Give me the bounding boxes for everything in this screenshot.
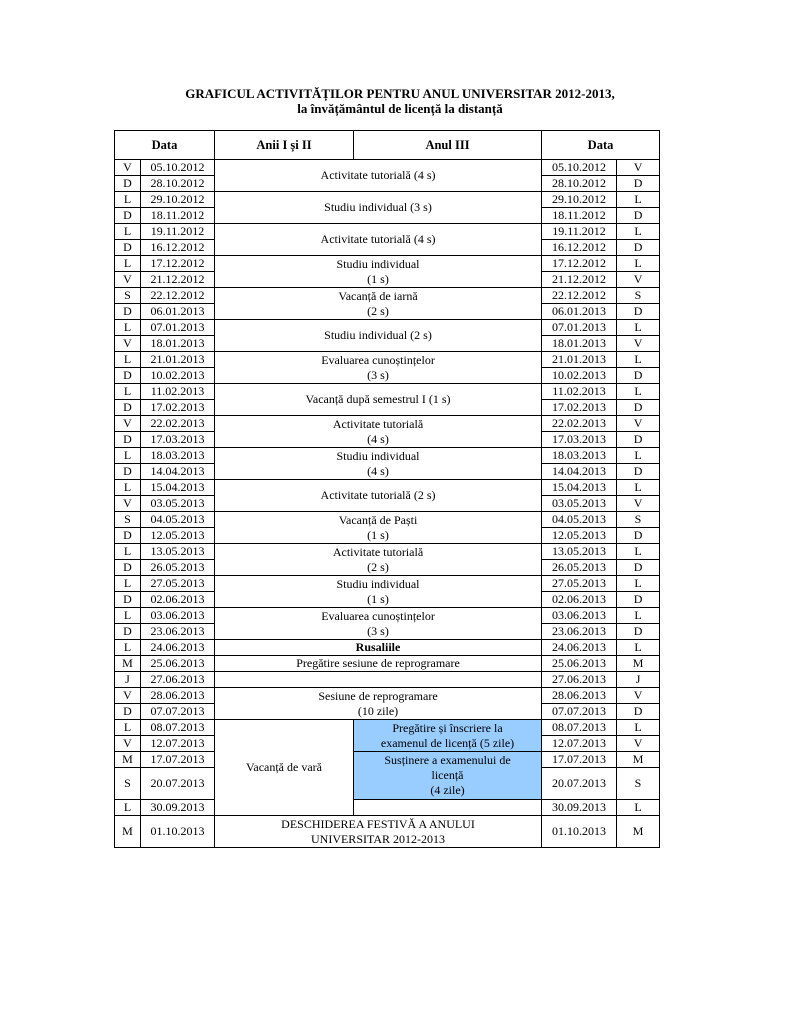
day-left: L — [115, 448, 141, 464]
date-right: 22.12.2012 — [542, 288, 617, 304]
day-left: D — [115, 304, 141, 320]
day-right: V — [617, 336, 660, 352]
day-left: V — [115, 496, 141, 512]
date-left: 27.06.2013 — [141, 672, 215, 688]
day-left: V — [115, 336, 141, 352]
day-right: L — [617, 192, 660, 208]
date-right: 16.12.2012 — [542, 240, 617, 256]
day-left: L — [115, 480, 141, 496]
day-right: L — [617, 448, 660, 464]
date-right: 08.07.2013 — [542, 720, 617, 736]
date-left: 21.01.2013 — [141, 352, 215, 368]
activity-cell: Studiu individual (2 s) — [215, 320, 542, 352]
day-right: L — [617, 544, 660, 560]
day-right: V — [617, 688, 660, 704]
day-left: D — [115, 432, 141, 448]
date-left: 21.12.2012 — [141, 272, 215, 288]
date-right: 17.12.2012 — [542, 256, 617, 272]
date-right: 20.07.2013 — [542, 768, 617, 800]
day-right: D — [617, 400, 660, 416]
schedule-row — [115, 288, 660, 304]
header-data-left: Data — [115, 131, 215, 160]
date-left: 19.11.2012 — [141, 224, 215, 240]
date-right: 06.01.2013 — [542, 304, 617, 320]
date-right: 03.06.2013 — [542, 608, 617, 624]
date-left: 16.12.2012 — [141, 240, 215, 256]
activity-cell: Activitate tutorială (4 s) — [215, 224, 542, 256]
day-right: M — [617, 752, 660, 768]
activity-cell: Vacanță după semestrul I (1 s) — [215, 384, 542, 416]
day-right: M — [617, 816, 660, 848]
date-right: 27.06.2013 — [542, 672, 617, 688]
date-right: 30.09.2013 — [542, 800, 617, 816]
activity-cell: Vacanță de Paști (1 s) — [215, 512, 542, 544]
schedule-row — [115, 512, 660, 528]
day-right: L — [617, 224, 660, 240]
day-right: L — [617, 352, 660, 368]
date-left: 17.03.2013 — [141, 432, 215, 448]
date-left: 22.12.2012 — [141, 288, 215, 304]
day-right: V — [617, 272, 660, 288]
date-left: 18.03.2013 — [141, 448, 215, 464]
date-left: 03.05.2013 — [141, 496, 215, 512]
header-data-right: Data — [542, 131, 660, 160]
schedule-row — [115, 608, 660, 624]
day-left: L — [115, 352, 141, 368]
schedule-row — [115, 688, 660, 704]
date-right: 14.04.2013 — [542, 464, 617, 480]
day-left: S — [115, 768, 141, 800]
date-left: 29.10.2012 — [141, 192, 215, 208]
anul-3-empty-cell — [354, 800, 542, 816]
date-left: 14.04.2013 — [141, 464, 215, 480]
day-right: J — [617, 672, 660, 688]
date-left: 23.06.2013 — [141, 624, 215, 640]
date-left: 11.02.2013 — [141, 384, 215, 400]
day-left: S — [115, 288, 141, 304]
day-right: D — [617, 304, 660, 320]
schedule-row — [115, 160, 660, 176]
schedule-row — [115, 448, 660, 464]
activity-cell-empty — [215, 672, 542, 688]
date-right: 10.02.2013 — [542, 368, 617, 384]
date-left: 04.05.2013 — [141, 512, 215, 528]
date-right: 25.06.2013 — [542, 656, 617, 672]
day-right: D — [617, 432, 660, 448]
activity-cell: Activitate tutorială (4 s) — [215, 416, 542, 448]
schedule-row — [115, 672, 660, 688]
schedule-row — [115, 224, 660, 240]
day-left: D — [115, 176, 141, 192]
day-right: V — [617, 496, 660, 512]
date-right: 03.05.2013 — [542, 496, 617, 512]
date-right: 12.05.2013 — [542, 528, 617, 544]
date-right: 24.06.2013 — [542, 640, 617, 656]
schedule-row — [115, 320, 660, 336]
date-right: 21.01.2013 — [542, 352, 617, 368]
schedule-row — [115, 816, 660, 848]
date-right: 28.10.2012 — [542, 176, 617, 192]
day-right: L — [617, 608, 660, 624]
day-right: D — [617, 464, 660, 480]
schedule-row — [115, 800, 660, 816]
activity-cell: Activitate tutorială (2 s) — [215, 544, 542, 576]
document-title: GRAFICUL ACTIVITĂȚILOR PENTRU ANUL UNIVERSITAR 2012-2013, — [185, 86, 615, 101]
header-anul-3: Anul III — [354, 131, 542, 160]
schedule-row — [115, 192, 660, 208]
day-left: L — [115, 256, 141, 272]
date-right: 05.10.2012 — [542, 160, 617, 176]
schedule-row — [115, 352, 660, 368]
date-right: 28.06.2013 — [542, 688, 617, 704]
activity-cell: Sesiune de reprogramare (10 zile) — [215, 688, 542, 720]
schedule-row — [115, 256, 660, 272]
schedule-row — [115, 720, 660, 736]
schedule-row — [115, 416, 660, 432]
activity-cell: Studiu individual (1 s) — [215, 576, 542, 608]
date-left: 30.09.2013 — [141, 800, 215, 816]
day-left: L — [115, 608, 141, 624]
date-left: 18.11.2012 — [141, 208, 215, 224]
activity-cell: Studiu individual (3 s) — [215, 192, 542, 224]
date-left: 24.06.2013 — [141, 640, 215, 656]
date-left: 17.12.2012 — [141, 256, 215, 272]
date-right: 22.02.2013 — [542, 416, 617, 432]
date-left: 20.07.2013 — [141, 768, 215, 800]
activity-cell: Studiu individual (4 s) — [215, 448, 542, 480]
header-row — [115, 131, 660, 160]
day-left: L — [115, 800, 141, 816]
day-right: L — [617, 640, 660, 656]
activity-cell: Vacanță de iarnă (2 s) — [215, 288, 542, 320]
date-right: 11.02.2013 — [542, 384, 617, 400]
date-right: 23.06.2013 — [542, 624, 617, 640]
date-left: 12.05.2013 — [141, 528, 215, 544]
day-left: V — [115, 416, 141, 432]
date-right: 18.11.2012 — [542, 208, 617, 224]
date-left: 26.05.2013 — [141, 560, 215, 576]
day-left: L — [115, 720, 141, 736]
day-right: S — [617, 768, 660, 800]
header-anii-1-2: Anii I și II — [215, 131, 354, 160]
day-left: D — [115, 528, 141, 544]
day-right: V — [617, 160, 660, 176]
day-left: L — [115, 320, 141, 336]
day-right: D — [617, 240, 660, 256]
day-right: S — [617, 288, 660, 304]
day-left: L — [115, 192, 141, 208]
day-left: M — [115, 816, 141, 848]
date-right: 12.07.2013 — [542, 736, 617, 752]
schedule-row — [115, 656, 660, 672]
date-left: 07.07.2013 — [141, 704, 215, 720]
day-right: L — [617, 384, 660, 400]
day-left: D — [115, 592, 141, 608]
schedule-body — [115, 160, 660, 848]
day-left: D — [115, 368, 141, 384]
day-left: L — [115, 224, 141, 240]
day-left: L — [115, 640, 141, 656]
date-right: 29.10.2012 — [542, 192, 617, 208]
day-left: M — [115, 752, 141, 768]
day-left: D — [115, 560, 141, 576]
activity-cell: Studiu individual (1 s) — [215, 256, 542, 288]
date-left: 17.07.2013 — [141, 752, 215, 768]
date-left: 03.06.2013 — [141, 608, 215, 624]
date-left: 12.07.2013 — [141, 736, 215, 752]
day-left: D — [115, 208, 141, 224]
date-right: 13.05.2013 — [542, 544, 617, 560]
day-right: L — [617, 800, 660, 816]
activity-cell: Activitate tutorială (4 s) — [215, 160, 542, 192]
schedule-row — [115, 384, 660, 400]
activity-cell: Vacanță de vară — [215, 720, 354, 816]
date-left: 02.06.2013 — [141, 592, 215, 608]
date-left: 13.05.2013 — [141, 544, 215, 560]
date-right: 17.07.2013 — [542, 752, 617, 768]
day-right: D — [617, 704, 660, 720]
date-right: 07.07.2013 — [542, 704, 617, 720]
day-right: D — [617, 176, 660, 192]
day-right: D — [617, 592, 660, 608]
day-right: L — [617, 256, 660, 272]
day-right: L — [617, 576, 660, 592]
day-right: D — [617, 208, 660, 224]
day-right: D — [617, 624, 660, 640]
date-right: 18.03.2013 — [542, 448, 617, 464]
date-right: 07.01.2013 — [542, 320, 617, 336]
date-left: 07.01.2013 — [141, 320, 215, 336]
date-left: 17.02.2013 — [141, 400, 215, 416]
schedule-row — [115, 576, 660, 592]
date-left: 06.01.2013 — [141, 304, 215, 320]
day-left: J — [115, 672, 141, 688]
date-right: 15.04.2013 — [542, 480, 617, 496]
day-left: V — [115, 272, 141, 288]
date-right: 04.05.2013 — [542, 512, 617, 528]
day-left: D — [115, 464, 141, 480]
activity-cell: Evaluarea cunoștințelor (3 s) — [215, 352, 542, 384]
schedule-row — [115, 544, 660, 560]
date-left: 15.04.2013 — [141, 480, 215, 496]
day-right: M — [617, 656, 660, 672]
day-left: D — [115, 400, 141, 416]
day-left: V — [115, 688, 141, 704]
date-left: 18.01.2013 — [141, 336, 215, 352]
date-right: 17.02.2013 — [542, 400, 617, 416]
date-right: 27.05.2013 — [542, 576, 617, 592]
schedule-row — [115, 480, 660, 496]
day-right: L — [617, 480, 660, 496]
date-left: 08.07.2013 — [141, 720, 215, 736]
date-right: 26.05.2013 — [542, 560, 617, 576]
date-right: 18.01.2013 — [542, 336, 617, 352]
day-left: V — [115, 736, 141, 752]
day-left: L — [115, 544, 141, 560]
date-left: 10.02.2013 — [141, 368, 215, 384]
date-left: 27.05.2013 — [141, 576, 215, 592]
date-left: 25.06.2013 — [141, 656, 215, 672]
day-left: D — [115, 240, 141, 256]
date-right: 19.11.2012 — [542, 224, 617, 240]
day-right: D — [617, 560, 660, 576]
day-left: V — [115, 160, 141, 176]
anul-3-activity-cell: Pregătire și înscriere la examenul de licență (5 zile) — [354, 720, 542, 752]
day-right: D — [617, 368, 660, 384]
activity-cell: Activitate tutorială (2 s) — [215, 480, 542, 512]
day-right: L — [617, 720, 660, 736]
day-right: S — [617, 512, 660, 528]
day-left: D — [115, 704, 141, 720]
date-left: 28.06.2013 — [141, 688, 215, 704]
day-left: D — [115, 624, 141, 640]
day-left: M — [115, 656, 141, 672]
date-right: 01.10.2013 — [542, 816, 617, 848]
day-left: L — [115, 384, 141, 400]
day-left: S — [115, 512, 141, 528]
date-right: 21.12.2012 — [542, 272, 617, 288]
activity-cell: Rusaliile — [215, 640, 542, 656]
activity-cell: Evaluarea cunoștințelor (3 s) — [215, 608, 542, 640]
anul-3-activity-cell: Susținere a examenului de licență (4 zile) — [354, 752, 542, 800]
schedule-table — [114, 130, 660, 848]
day-right: V — [617, 416, 660, 432]
day-left: L — [115, 576, 141, 592]
date-right: 17.03.2013 — [542, 432, 617, 448]
activity-cell: DESCHIDEREA FESTIVĂ A ANULUI UNIVERSITAR 2012-2013 — [215, 816, 542, 848]
day-right: L — [617, 320, 660, 336]
day-right: D — [617, 528, 660, 544]
schedule-row — [115, 752, 660, 768]
schedule-row — [115, 640, 660, 656]
date-left: 22.02.2013 — [141, 416, 215, 432]
date-left: 01.10.2013 — [141, 816, 215, 848]
date-left: 28.10.2012 — [141, 176, 215, 192]
activity-cell: Pregătire sesiune de reprogramare — [215, 656, 542, 672]
date-right: 02.06.2013 — [542, 592, 617, 608]
document-subtitle: la învățământul de licență la distanță — [297, 101, 503, 116]
day-right: V — [617, 736, 660, 752]
date-left: 05.10.2012 — [141, 160, 215, 176]
